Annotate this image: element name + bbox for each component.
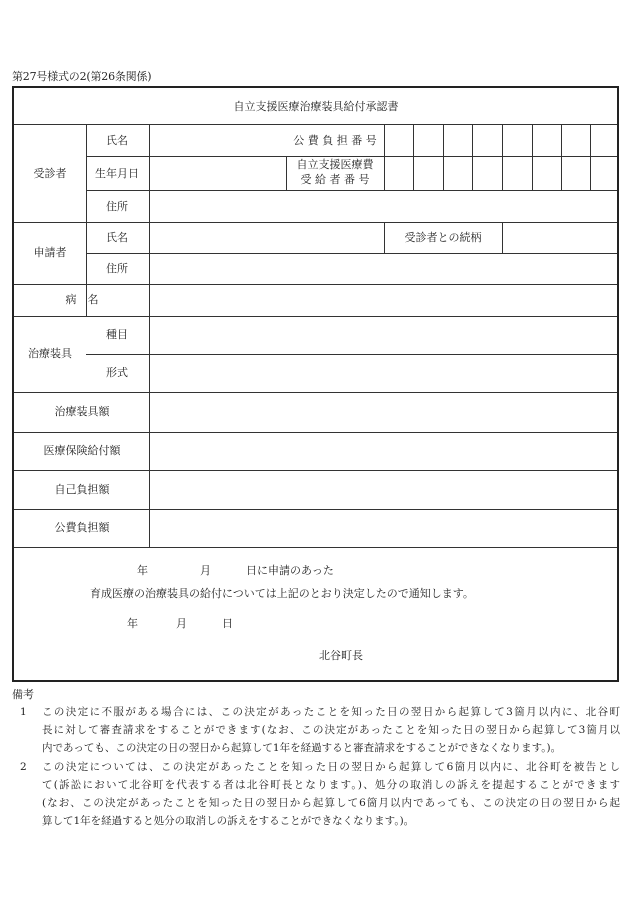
applicant-name-label: 氏名 [106, 231, 128, 244]
public-amount-label: 公費負担額 [54, 521, 110, 534]
patient-dob-label: 生年月日 [95, 167, 139, 180]
note-line: て(訴訟において北谷町を代表する者は北谷町長となります。)、処分の取消しの訴えを提起することができます [42, 779, 620, 791]
disease-label: 病 名 [65, 293, 99, 306]
decision-month: 月 [176, 617, 187, 630]
note-item-1 [14, 703, 620, 757]
recipient-number-label-line2: 受 給 者 番 号 [300, 173, 370, 186]
notice-year: 年 [137, 564, 148, 577]
note-line: 内であっても、この決定の日の翌日から起算して1年を経過すると審査請求をすることができなくなります。)。 [42, 742, 562, 754]
note-line: この決定に不服がある場合には、この決定があったことを知った日の翌日から起算して3箇月以内に、北谷町 [42, 706, 620, 718]
note-line: 長に対して審査請求をすることができます(なお、この決定があったことを知った日の翌日から起算して3箇月以 [42, 724, 620, 736]
decision-day: 日 [222, 617, 233, 630]
notes-heading: 備考 [12, 688, 34, 701]
device-model-label: 形式 [106, 366, 128, 379]
applicant-group-label: 申請者 [33, 246, 67, 259]
note-line: この決定については、この決定があったことを知った日の翌日から起算して6箇月以内に、北谷町を被告とし [42, 761, 620, 773]
relationship-label: 受診者との続柄 [404, 231, 482, 244]
patient-group-label: 受診者 [33, 167, 67, 180]
note-number: 2 [20, 761, 27, 773]
public-payer-number-label: 公 費 負 担 番 号 [293, 134, 377, 147]
form-number: 第27号様式の2(第26条関係) [12, 70, 152, 83]
device-type-label: 種目 [106, 328, 128, 341]
approval-form-table [12, 86, 619, 682]
patient-name-label: 氏名 [106, 134, 128, 147]
patient-address-label: 住所 [106, 200, 128, 213]
device-group-label: 治療装具 [28, 347, 72, 360]
note-line: (なお、この決定があったことを知った日の翌日から起算して6箇月以内であっても、この決定の日の翌日から起 [42, 797, 620, 809]
decision-year: 年 [127, 617, 138, 630]
signer: 北谷町長 [319, 649, 363, 662]
notice-body: 育成医療の治療装具の給付については上記のとおり決定したので通知します。 [90, 587, 474, 600]
applicant-address-label: 住所 [106, 262, 128, 275]
device-amount-label: 治療装具額 [54, 405, 110, 418]
form-title: 自立支援医療治療装具給付承認書 [233, 100, 399, 113]
note-number: 1 [20, 706, 27, 718]
self-amount-label: 自己負担額 [54, 483, 110, 496]
note-line: 算して1年を経過すると処分の取消しの訴えをすることができなくなります。)。 [42, 815, 415, 827]
recipient-number-label-line1: 自立支援医療費 [296, 158, 374, 171]
notice-day-request: 日に申請のあった [246, 564, 334, 577]
notice-month: 月 [200, 564, 211, 577]
insurance-amount-label: 医療保険給付額 [43, 444, 121, 457]
note-item-2 [14, 758, 620, 830]
